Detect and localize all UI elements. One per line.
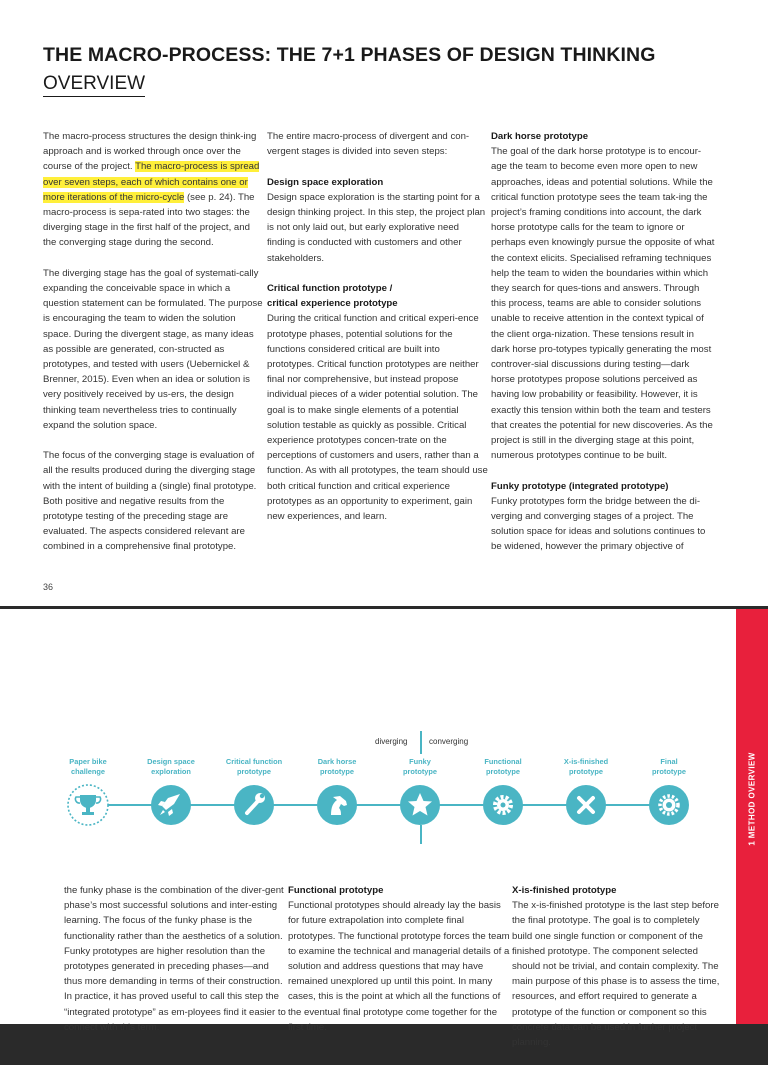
paragraph-funky: Funky prototypes form the bridge between the di-verging and converging stages of a project. The solution space for ideas and solutions continues to be widened, however the primary objective of (491, 495, 706, 553)
heading-dark-horse: Dark horse prototype (491, 131, 589, 142)
heading-functional: Functional prototype (288, 885, 384, 896)
paragraph-diverging: The diverging stage has the goal of systemati-cally expanding the conceivable space in which a question statement can be formulated. The purpose is encouraging the team to widen the solution space. During the divergent stage, as many ideas as possible are generated, con-structed as prototypes, and tested with users (Uebernickel & Brenner, 2015). Even when an idea or solution is very positively received by us-ers, the design thinking team nevertheless tries to continually expand the solution space. (43, 267, 263, 431)
paragraph-dark-horse: The goal of the dark horse prototype is to encour-age the team to become even more open to new approaches, ideas and potential solutions. While the critical function prototype sees the team tak-ing the project’s framing conditions into account, the dark horse prototype calls for the team to ignore or perhaps even knowingly pursue the opposite of what the context elicits. Specialised reframing techniques help the team to widen the boundaries within which they search for ques-tions and answers. Through this process, teams are able to consider solutions unable to receive attention in the context typical of the client orga-nization. These tensions result in dark horse pro-totypes typically generating the most controver-sial discussions during testing—dark horse prototypes propose solutions perceived as having low probability or feasibility. However, it is exactly this tension within both the team and testers that creates the potential for new discoveries. As the project is still in the diverging stage at this point, numerous prototypes continue to be built. (491, 146, 715, 462)
heading-critical-function-a: Critical function prototype / (267, 283, 393, 294)
paragraph-x-is-finished: The x-is-finished prototype is the last step before the final prototype. The goal is to completely build one single function or component of the finished prototype. The component selected should not be trivial, and contain complexity. The main purpose of this phase is to assess the time, resources, and effort required to generate a prototype of the function or component so this concrete data can be used in further project planning. (512, 900, 720, 1049)
paragraph-converging: The focus of the converging stage is evaluation of all the results produced during the diverging stage with the intent of building a (single) final prototype. Both positive and negative results from the prototype testing of the preceding stage are evaluated. The aspects considered relevant are combined in a comprehensive final prototype. (43, 450, 257, 553)
paragraph-design-space: Design space exploration is the starting point for a design thinking project. In this step, the project plan is not only laid out, but early explorative need finding is conducted with customers and other stakeholders. (267, 191, 486, 264)
heading-x-is-finished: X-is-finished prototype (512, 885, 617, 896)
paragraph-functional: Functional prototypes should already lay the basis for future extrapolation into complete final prototypes. The functional prototype forces the team to examine the technical and managerial details of a solution and address questions that may have remained unexplored up until this point. In many cases, this is the point at which all the functions of the eventual final prototype come together for the first time. (288, 900, 510, 1033)
phase-label-8: Final prototype (651, 757, 687, 776)
highlighted-text[interactable]: The macro-process is spread over seven steps, each of which contains one or more iterations of the micro-cycle (43, 161, 260, 203)
macro-process-diagram (0, 609, 736, 879)
chapter-label: 1 METHOD OVERVIEW (747, 752, 757, 846)
phase-label-6: Functional prototype (484, 757, 522, 776)
text-column-1 (43, 129, 265, 570)
chapter-tab (736, 609, 768, 1024)
phase-label-7: X-is-finished prototype (563, 757, 609, 776)
converging-label: converging (429, 737, 469, 746)
text-column-6 (512, 883, 722, 1065)
page-subtitle: OVERVIEW (43, 73, 145, 97)
heading-funky: Funky prototype (integrated prototype) (491, 480, 669, 492)
heading-critical-function-b: critical experience prototype (267, 298, 398, 310)
phase-label-2: Design space exploration (147, 757, 195, 776)
phase-label-4: Dark horse prototype (317, 757, 357, 776)
heading-design-space: Design space exploration (267, 176, 384, 188)
process-diagram-svg (0, 609, 736, 879)
paragraph-steps: The entire macro-process of divergent and con-vergent stages is divided into seven steps: (267, 131, 470, 158)
paragraph-funky-cont: the funky phase is the combination of the diver-gent phase’s most successful solutions and inter-esting learning. The focus of the funky phase is the functionality rather than the aesthetics of a solution. Funky prototypes are higher resolution than the prototypes generated in preceding phases—and thus more demanding in terms of their construction. In practice, it has proved useful to call this step the “integrated prototype” as em-ployees find it easier to connect with this term. (64, 885, 286, 1033)
text-column-3 (491, 129, 715, 570)
text-column-5 (288, 883, 510, 1050)
phase-label-1: Paper bike challenge (69, 757, 107, 776)
page-number: 36 (43, 582, 54, 592)
text-column-4 (64, 883, 286, 1050)
page-37 (0, 609, 768, 1049)
text-column-2 (267, 129, 489, 539)
page-title: THE MACRO-PROCESS: THE 7+1 PHASES OF DESIGN THINKING (43, 44, 656, 66)
phase-label-3: Critical function prototype (225, 757, 283, 776)
paragraph-intro: The macro-process structures the design think-ing approach and is worked through once over the course of the project. The macro-process is spread over seven steps, each of which contains one or more iterations of the micro-cycle (see p. 24). The macro-process is sepa-rated into two stages: the diverging stage in the first half of the project, and the converging stage during the second. (43, 131, 260, 249)
paragraph-critical-function: During the critical function and critical experi-ence prototype phases, potential solutions for the functions considered critical are built into prototypes. Critical function prototypes are neither final nor comprehensive, but instead propose individual pieces of a wider potential solution. The goal is to make single elements of a potential solution testable as quickly as possible. Critical experience prototypes concen-trate on the perceptions of customers and users, rather than a function. As with all prototypes, the team should use both critical function and critical experience prototypes as an opportunity to experiment, gain new experiences, and learn. (267, 313, 488, 523)
diverging-label: diverging (375, 737, 408, 746)
phase-label-5: Funky prototype (402, 757, 438, 776)
